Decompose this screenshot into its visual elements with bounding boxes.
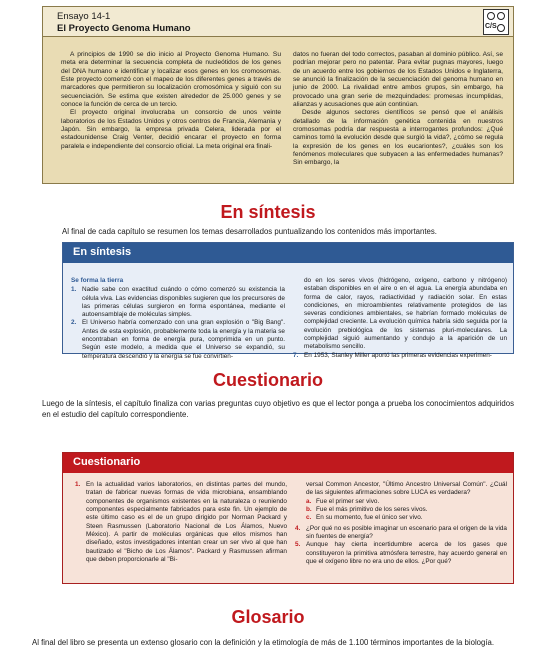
questionnaire-box-title: Cuestionario	[73, 456, 141, 468]
answer-option	[306, 498, 507, 506]
question-number: 1.	[75, 481, 81, 488]
synthesis-box-title: En síntesis	[73, 246, 132, 258]
questionnaire-column-2	[295, 481, 507, 566]
option-text: Fue el primer ser vivo.	[316, 497, 380, 505]
question-item	[295, 525, 507, 542]
question-item	[75, 481, 287, 564]
cs-logo-text: C/S	[485, 23, 497, 30]
cs-logo-icon	[483, 9, 509, 35]
answer-option	[306, 506, 507, 514]
item-number: 2.	[71, 319, 77, 327]
option-letter: c.	[306, 514, 312, 522]
question-text: En la actualidad varios laboratorios, en distintas partes del mundo, tratan de fabricar nuevas formas de vida microbiana, ensamblando componentes de organismos existentes en la naturaleza o reuniendo componentes especialmente fabricados para este fin. Un ejemplo de este último caso es el de un grupo dirigido por Norman Packard y Steen Rasmussen (Laboratorio Nacional de Los Álamos, Nuevo México). A partir de moléculas orgánicas que ellos mismos han diseñado, estos investigadores intentan crear un ser vivo al que han bautizado el "Bicho de Los Álamos". Packard y Rasmussen afirman que deben proporcionarle al "Bi-	[86, 481, 287, 564]
questionnaire-intro: Luego de la síntesis, el capítulo finaliza con varias preguntas cuyo objetivo es que el lector ponga a prueba los conocimientos adquiridos en el estudio del capítulo correspondiente.	[42, 399, 515, 419]
essay-paragraph: El proyecto original involucraba un consorcio de unos veinte laboratorios de los Estados Unidos y otros centros de Francia, Alemania y Japón. Sin embargo, la empresa privada Celera, liderada por el estadounidense Craig Venter, decidió encarar el proyecto en forma paralela e independiente del consorcio oficial. La meta original era finali-	[61, 109, 281, 150]
question-continued	[295, 481, 507, 498]
glossary-intro: Al final del libro se presenta un extenso glosario con la definición y la etimología de más de 1.100 términos importantes de la biología.	[32, 638, 495, 647]
list-item	[293, 352, 507, 360]
synthesis-subheading: Se forma la tierra	[71, 277, 124, 284]
essay-header	[43, 7, 513, 37]
item-number: 7.	[293, 351, 299, 359]
item-text: El Universo habría comenzado con una gran explosión o "Big Bang". Antes de esta explosión, probablemente toda la energía y la materia se encontraban en forma de energía pura, comprimida en un punto. Según este modelo, a medida que el Universo se expandió, su temperatura descendió y la energía se fue convirtien-	[82, 319, 285, 360]
question-number: 4.	[295, 524, 301, 532]
questionnaire-box	[62, 452, 514, 584]
essay-column-1	[61, 51, 281, 151]
essay-paragraph: datos no fueran del todo correctos, pasaban al dominio público. Así, se podrían mejorar pero no patentar. Para evitar pugnas mayores, luego de un acuerdo entre los gobiernos de los Estados Unidos e Inglaterra, se anunció la finalización de la secuenciación del genoma humano en junio de 2000. La rivalidad entre ambos grupos, sin embargo, ha provocado una gran serie de mezquindades: promesas incumplidas, alianzas y acusaciones que aún continúan.	[293, 51, 503, 109]
synthesis-intro: Al final de cada capítulo se resumen los temas desarrollados puntualizando los contenidos más importantes.	[62, 227, 437, 236]
item-number: 1.	[71, 286, 77, 294]
option-text: Fue el más primitivo de los seres vivos.	[316, 506, 428, 514]
synthesis-column-2	[293, 277, 507, 360]
list-item	[71, 286, 285, 319]
question-text: versal Common Ancestor, "Último Ancestro Universal Común". ¿Cuál de las siguientes afirmaciones sobre LUCA es verdadera?	[306, 481, 507, 497]
questionnaire-box-header	[63, 453, 513, 473]
option-letter: a.	[306, 497, 312, 505]
synthesis-box	[62, 242, 514, 360]
item-text: do en los seres vivos (hidrógeno, oxígeno, carbono y nitrógeno) estaban disponibles en el aire o en el agua. La energía abundaba en forma de calor, rayos, radiactividad y radiación solar. En estas condiciones, en microambientes relativamente protegidos de las severas condiciones ambientales, se habrían formado moléculas de complejidad creciente. La evolución química habría sido seguida por la evolución prebiológica de los sistemas pluri-moleculares. La complejidad siguió aumentando y condujo a la aparición de un metabolismo sencillo.	[304, 277, 507, 351]
synthesis-column-1	[71, 277, 285, 361]
essay-paragraph: A principios de 1990 se dio inicio al Proyecto Genoma Humano. Su meta era determinar la secuencia completa de nucleótidos de los genes del DNA humano e identificar y localizar esos genes en los cromosomas. Este proyecto comenzó con el mapeo de los diferentes genes a través de marcadores que permitieron su localización cromosómica y siguió con su secuenciación. Se estima que existen alrededor de 25.000 genes y se conoce la función de cerca de un tercio.	[61, 51, 281, 109]
option-letter: b.	[306, 506, 312, 514]
option-text: En su momento, fue el único ser vivo.	[316, 514, 423, 522]
question-item	[295, 541, 507, 566]
synthesis-box-header	[63, 243, 513, 263]
essay-paragraph: Desde algunos sectores científicos se pensó que el análisis detallado de la información genética contenida en nuestros cromosomas podría dar respuesta a interrogantes profundos: ¿Qué caminos tomó la evolución desde que surgió la vida?, ¿cómo se regula la expresión de los genes en los eucariontes?, ¿cuáles son los fenómenos moleculares que subyacen a las enfermedades humanas? Sin embargo, la	[293, 109, 503, 167]
list-item-continued	[293, 277, 507, 352]
questionnaire-heading: Cuestionario	[212, 370, 323, 390]
questionnaire-column-1	[75, 481, 287, 564]
item-text: En 1953, Stanley Miller aportó las primeras evidencias experimen-	[304, 351, 492, 359]
question-number: 5.	[295, 541, 301, 549]
answer-option	[306, 514, 507, 522]
essay-number: Ensayo 14-1	[57, 11, 111, 22]
synthesis-heading: En síntesis	[220, 202, 316, 222]
essay-box	[42, 6, 514, 184]
question-text: ¿Por qué no es posible imaginar un escenario para el origen de la vida sin fuentes de energía?	[306, 524, 507, 541]
question-text: Aunque hay cierta incertidumbre acerca de los gases que constituyeron la primitiva atmósfera terrestre, hay acuerdo general en que el oxígeno libre no era uno de ellos. ¿Por qué?	[306, 541, 507, 566]
item-text: Nadie sabe con exactitud cuándo o cómo comenzó su existencia la célula viva. Las evidencias disponibles sugieren que los precursores de las primeras células surgieron en forma espontánea, mediante el autoensamblaje de moléculas simples.	[82, 286, 285, 319]
essay-title: El Proyecto Genoma Humano	[57, 23, 191, 34]
essay-column-2	[293, 51, 503, 168]
list-item	[71, 319, 285, 360]
glossary-heading: Glosario	[231, 607, 305, 627]
